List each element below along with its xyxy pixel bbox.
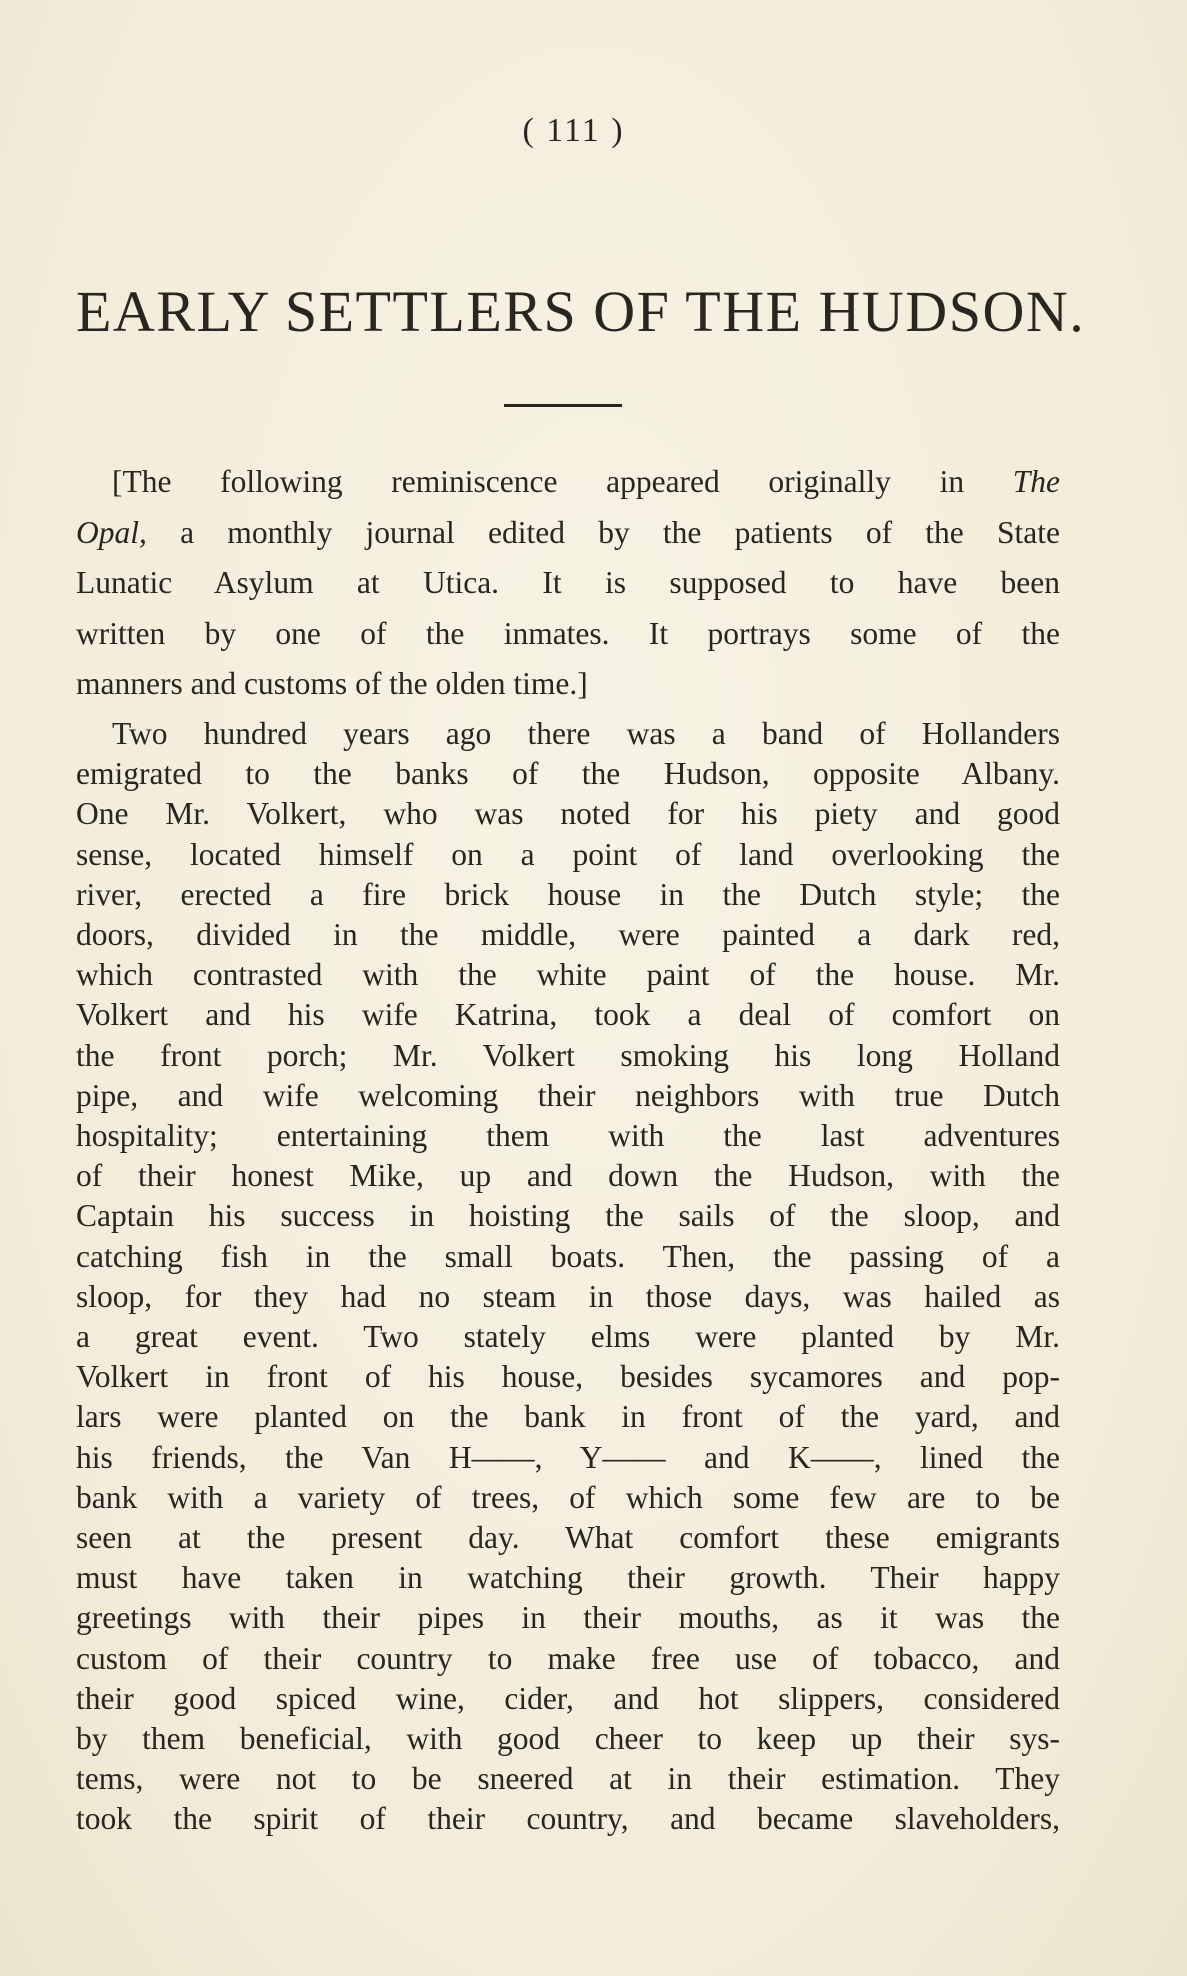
body-line: must have taken in watching their growth. Their happy — [76, 1560, 1060, 1596]
body-line: by them beneficial, with good cheer to keep up their sys- — [76, 1721, 1060, 1757]
intro-line-3: Lunatic Asylum at Utica. It is supposed to have been — [76, 565, 1060, 600]
body-line: greetings with their pipes in their mouths, as it was the — [76, 1600, 1060, 1636]
page-number: ( 111 ) — [522, 112, 625, 149]
body-line: custom of their country to make free use of tobacco, and — [76, 1640, 1060, 1676]
body-line: their good spiced wine, cider, and hot slippers, considered — [76, 1680, 1060, 1716]
body-line: doors, divided in the middle, were painted a dark red, — [76, 917, 1060, 953]
editorial-note — [76, 457, 1060, 710]
title-divider — [504, 404, 622, 407]
body-line: river, erected a fire brick house in the Dutch style; the — [76, 876, 1060, 912]
body-line: lars were planted on the bank in front of the yard, and — [76, 1399, 1060, 1435]
intro-line-4: written by one of the inmates. It portrays some of the — [76, 615, 1060, 651]
body-line: of their honest Mike, up and down the Hudson, with the — [76, 1158, 1060, 1194]
article-title: EARLY SETTLERS OF THE HUDSON. — [76, 279, 1086, 344]
italic-journal-title: Opal, — [76, 514, 147, 550]
body-line: Two hundred years ago there was a band of Hollanders — [112, 716, 1060, 751]
body-line: sense, located himself on a point of land overlooking the — [76, 836, 1060, 872]
body-line: tems, were not to be sneered at in their estimation. They — [76, 1761, 1060, 1797]
body-line: hospitality; entertaining them with the last adventures — [76, 1118, 1060, 1154]
intro-line-5: manners and customs of the olden time.] — [76, 666, 588, 701]
body-line: sloop, for they had no steam in those days, was hailed as — [76, 1278, 1060, 1314]
intro-line-2: Opal, a monthly journal edited by the patients of the State — [76, 514, 1060, 550]
body-line: Volkert in front of his house, besides sycamores and pop- — [76, 1359, 1060, 1395]
body-line: Captain his success in hoisting the sails of the sloop, and — [76, 1198, 1060, 1234]
body-line: seen at the present day. What comfort these emigrants — [76, 1520, 1060, 1556]
intro-line-1: [The following reminiscence appeared originally in The — [112, 464, 1061, 499]
body-line: a great event. Two stately elms were planted by Mr. — [76, 1319, 1060, 1355]
body-line: the front porch; Mr. Volkert smoking his long Holland — [76, 1037, 1060, 1073]
body-line: pipe, and wife welcoming their neighbors with true Dutch — [76, 1077, 1060, 1113]
body-line: his friends, the Van H——, Y—— and K——, lined the — [76, 1439, 1060, 1475]
italic-journal-title-part: The — [1012, 464, 1061, 499]
body-line: bank with a variety of trees, of which some few are to be — [76, 1479, 1060, 1515]
body-line: took the spirit of their country, and became slaveholders, — [76, 1801, 1060, 1837]
body-line: catching fish in the small boats. Then, the passing of a — [76, 1238, 1060, 1274]
body-line: Volkert and his wife Katrina, took a deal of comfort on — [76, 997, 1060, 1033]
body-line: One Mr. Volkert, who was noted for his piety and good — [76, 796, 1060, 832]
article-body — [76, 714, 1060, 1840]
body-line: which contrasted with the white paint of the house. Mr. — [76, 957, 1060, 993]
body-line: emigrated to the banks of the Hudson, opposite Albany. — [76, 756, 1060, 792]
